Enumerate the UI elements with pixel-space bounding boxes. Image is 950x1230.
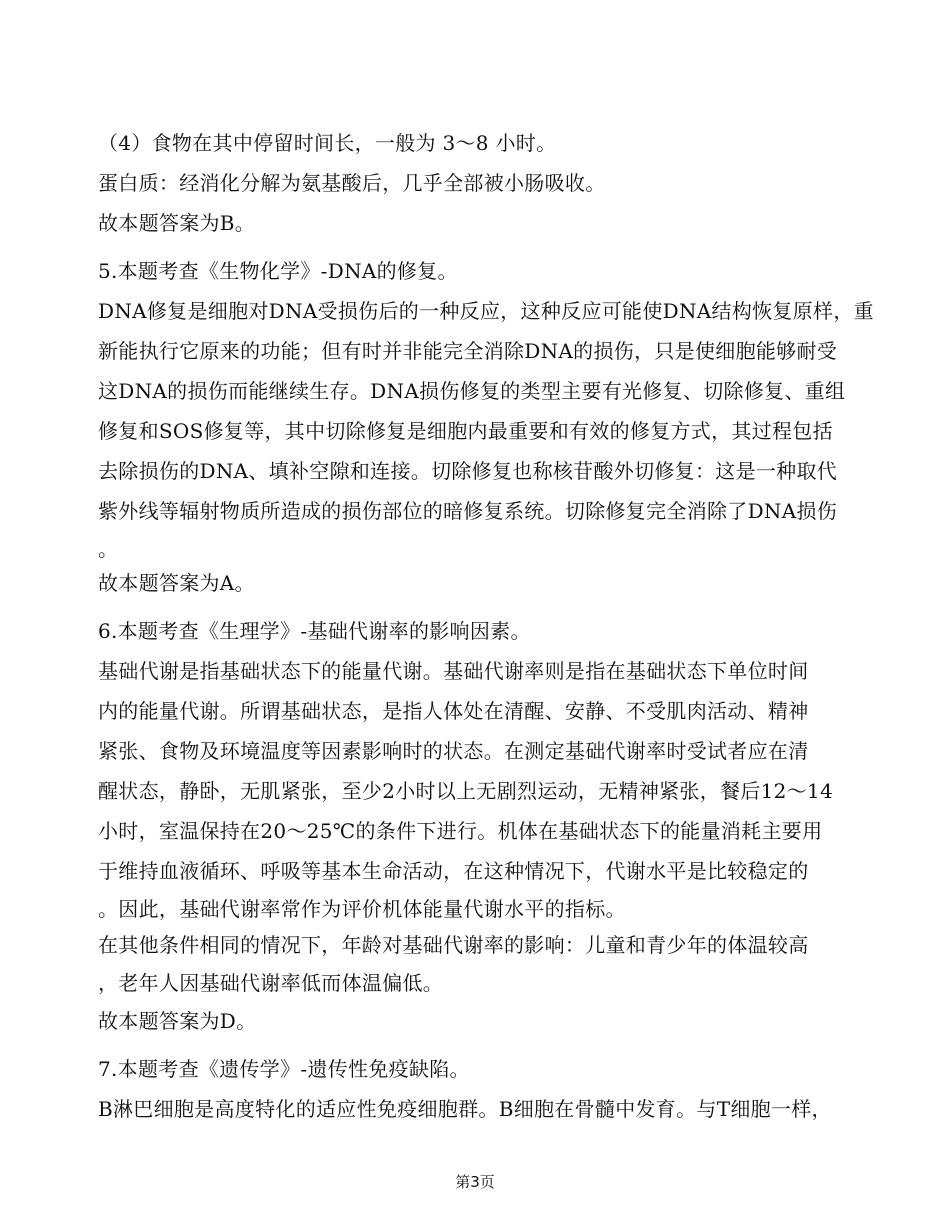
text-line: 。因此，基础代谢率常作为评价机体能量代谢水平的指标。 bbox=[98, 897, 626, 921]
text-line: 在其他条件相同的情况下，年龄对基础代谢率的影响：儿童和青少年的体温较高 bbox=[98, 933, 809, 957]
text-line: 醒状态，静卧，无肌紧张，至少2小时以上无剧烈运动，无精神紧张，餐后12～14 bbox=[98, 779, 834, 803]
section-heading: 6.本题考查《生理学》-基础代谢率的影响因素。 bbox=[98, 619, 531, 643]
text-line: 故本题答案为B。 bbox=[98, 211, 256, 235]
text-line: 故本题答案为A。 bbox=[98, 571, 255, 595]
text-line: 内的能量代谢。所谓基础状态，是指人体处在清醒、安静、不受肌肉活动、精神 bbox=[98, 699, 809, 723]
text-line: 。 bbox=[98, 537, 119, 561]
text-line: 紧张、食物及环境温度等因素影响时的状态。在测定基础代谢率时受试者应在清 bbox=[98, 739, 809, 763]
text-line: 新能执行它原来的功能；但有时并非能完全消除DNA的损伤，只是使细胞能够耐受 bbox=[98, 339, 838, 363]
text-line: 这DNA的损伤而能继续生存。DNA损伤修复的类型主要有光修复、切除修复、重组 bbox=[98, 379, 846, 403]
text-line: 去除损伤的DNA、填补空隙和连接。切除修复也称核苷酸外切修复：这是一种取代 bbox=[98, 459, 838, 483]
text-line: 紫外线等辐射物质所造成的损伤部位的暗修复系统。切除修复完全消除了DNA损伤 bbox=[98, 499, 838, 523]
text-line: 修复和SOS修复等，其中切除修复是细胞内最重要和有效的修复方式，其过程包括 bbox=[98, 419, 833, 443]
page-number: 第3页 bbox=[455, 1173, 495, 1191]
text-line: 故本题答案为D。 bbox=[98, 1009, 257, 1033]
text-line: 基础代谢是指基础状态下的能量代谢。基础代谢率则是指在基础状态下单位时间 bbox=[98, 659, 809, 683]
text-line: （4）食物在其中停留时间长，一般为 3～8 小时。 bbox=[98, 131, 557, 155]
text-line: ，老年人因基础代谢率低而体温偏低。 bbox=[98, 971, 444, 995]
text-line: 小时，室温保持在20～25℃的条件下进行。机体在基础状态下的能量消耗主要用 bbox=[98, 819, 823, 843]
text-line: B淋巴细胞是高度特化的适应性免疫细胞群。B细胞在骨髓中发育。与T细胞一样， bbox=[98, 1097, 832, 1121]
section-heading: 7.本题考查《遗传学》-遗传性免疫缺陷。 bbox=[98, 1057, 470, 1081]
section-heading: 5.本题考查《生物化学》-DNA的修复。 bbox=[98, 259, 458, 283]
text-line: 蛋白质：经消化分解为氨基酸后，几乎全部被小肠吸收。 bbox=[98, 171, 606, 195]
text-line: 于维持血液循环、呼吸等基本生命活动，在这种情况下，代谢水平是比较稳定的 bbox=[98, 859, 809, 883]
text-line: DNA修复是细胞对DNA受损伤后的一种反应，这种反应可能使DNA结构恢复原样，重 bbox=[98, 299, 874, 323]
